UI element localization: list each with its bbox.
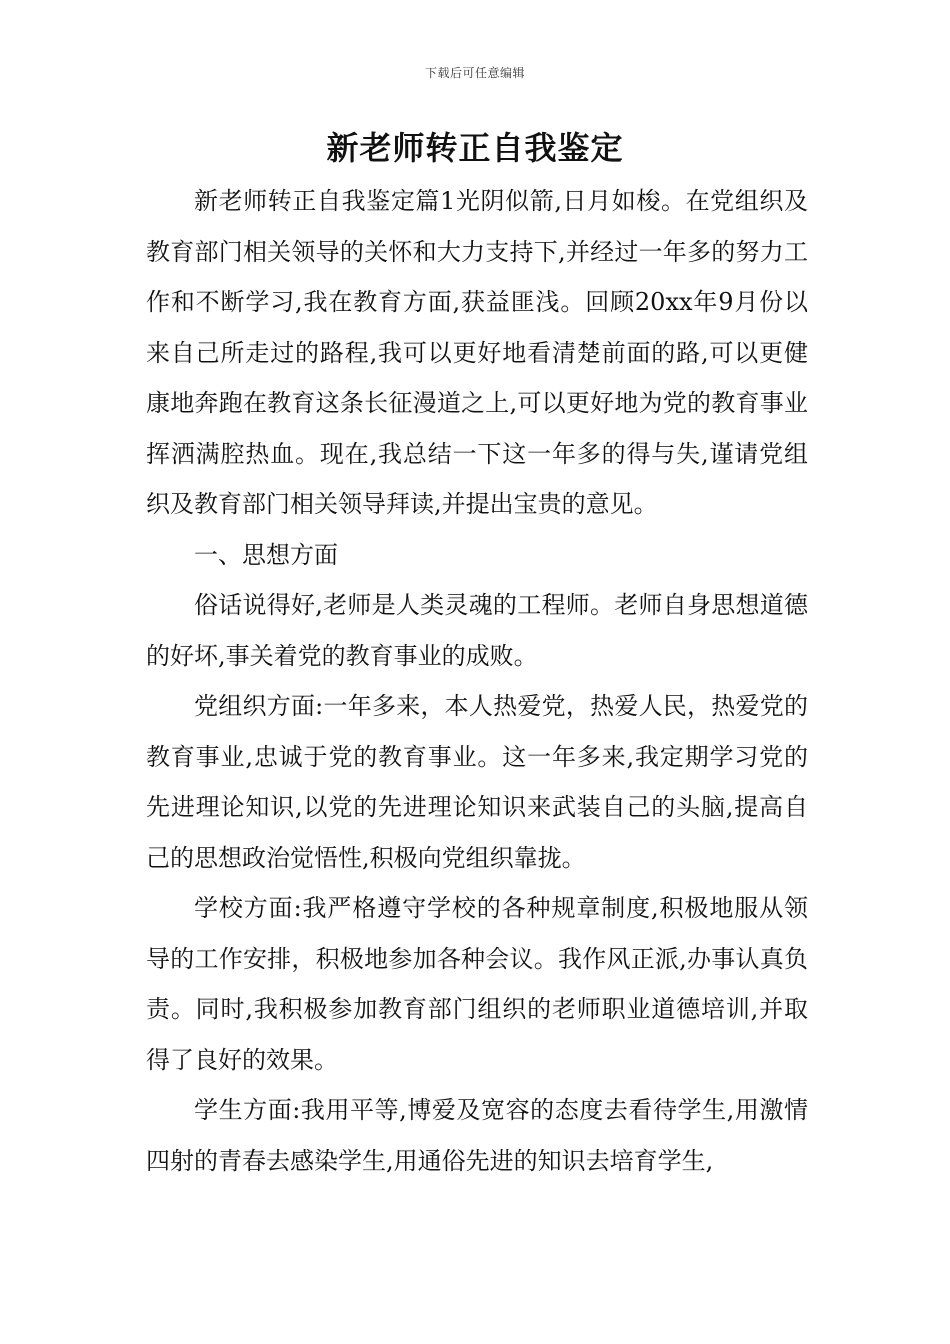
document-title: 新老师转正自我鉴定 xyxy=(326,129,624,167)
paragraph-intro: 新老师转正自我鉴定篇1光阴似箭,日月如梭。在党组织及教育部门相关领导的关怀和大力支持下,并经过一年多的努力工作和不断学习,我在教育方面,获益匪浅。回顾20xx年9月份以来自己所走过的路程,我可以更好地看清楚前面的路,可以更健康地奔跑在教育这条长征漫道之上,可以更好地为党的教育事业挥洒满腔热血。现在,我总结一下这一年多的得与失,谨请党组织及教育部门相关领导拜读,并提出宝贵的意见。 xyxy=(146,187,808,518)
paragraph-saying: 俗话说得好,老师是人类灵魂的工程师。老师自身思想道德的好坏,事关着党的教育事业的成败。 xyxy=(146,591,808,670)
section-heading-ideology: 一、思想方面 xyxy=(194,540,338,569)
paragraph-school: 学校方面:我严格遵守学校的各种规章制度,积极地服从领导的工作安排，积极地参加各种会议。我作风正派,办事认真负责。同时,我积极参加教育部门组织的老师职业道德培训,并取得了良好的效果。 xyxy=(146,894,808,1074)
document-body xyxy=(146,176,808,1186)
paragraph-party: 党组织方面:一年多来，本人热爱党，热爱人民，热爱党的教育事业,忠诚于党的教育事业。这一年多来,我定期学习党的先进理论知识,以党的先进理论知识来武装自己的头脑,提高自己的思想政治觉悟性,积极向党组织靠拢。 xyxy=(146,692,808,872)
paragraph-students: 学生方面:我用平等,博爱及宽容的态度去看待学生,用激情四射的青春去感染学生,用通俗先进的知识去培育学生, xyxy=(146,1096,808,1175)
header-note: 下载后可任意编辑 xyxy=(424,66,525,80)
